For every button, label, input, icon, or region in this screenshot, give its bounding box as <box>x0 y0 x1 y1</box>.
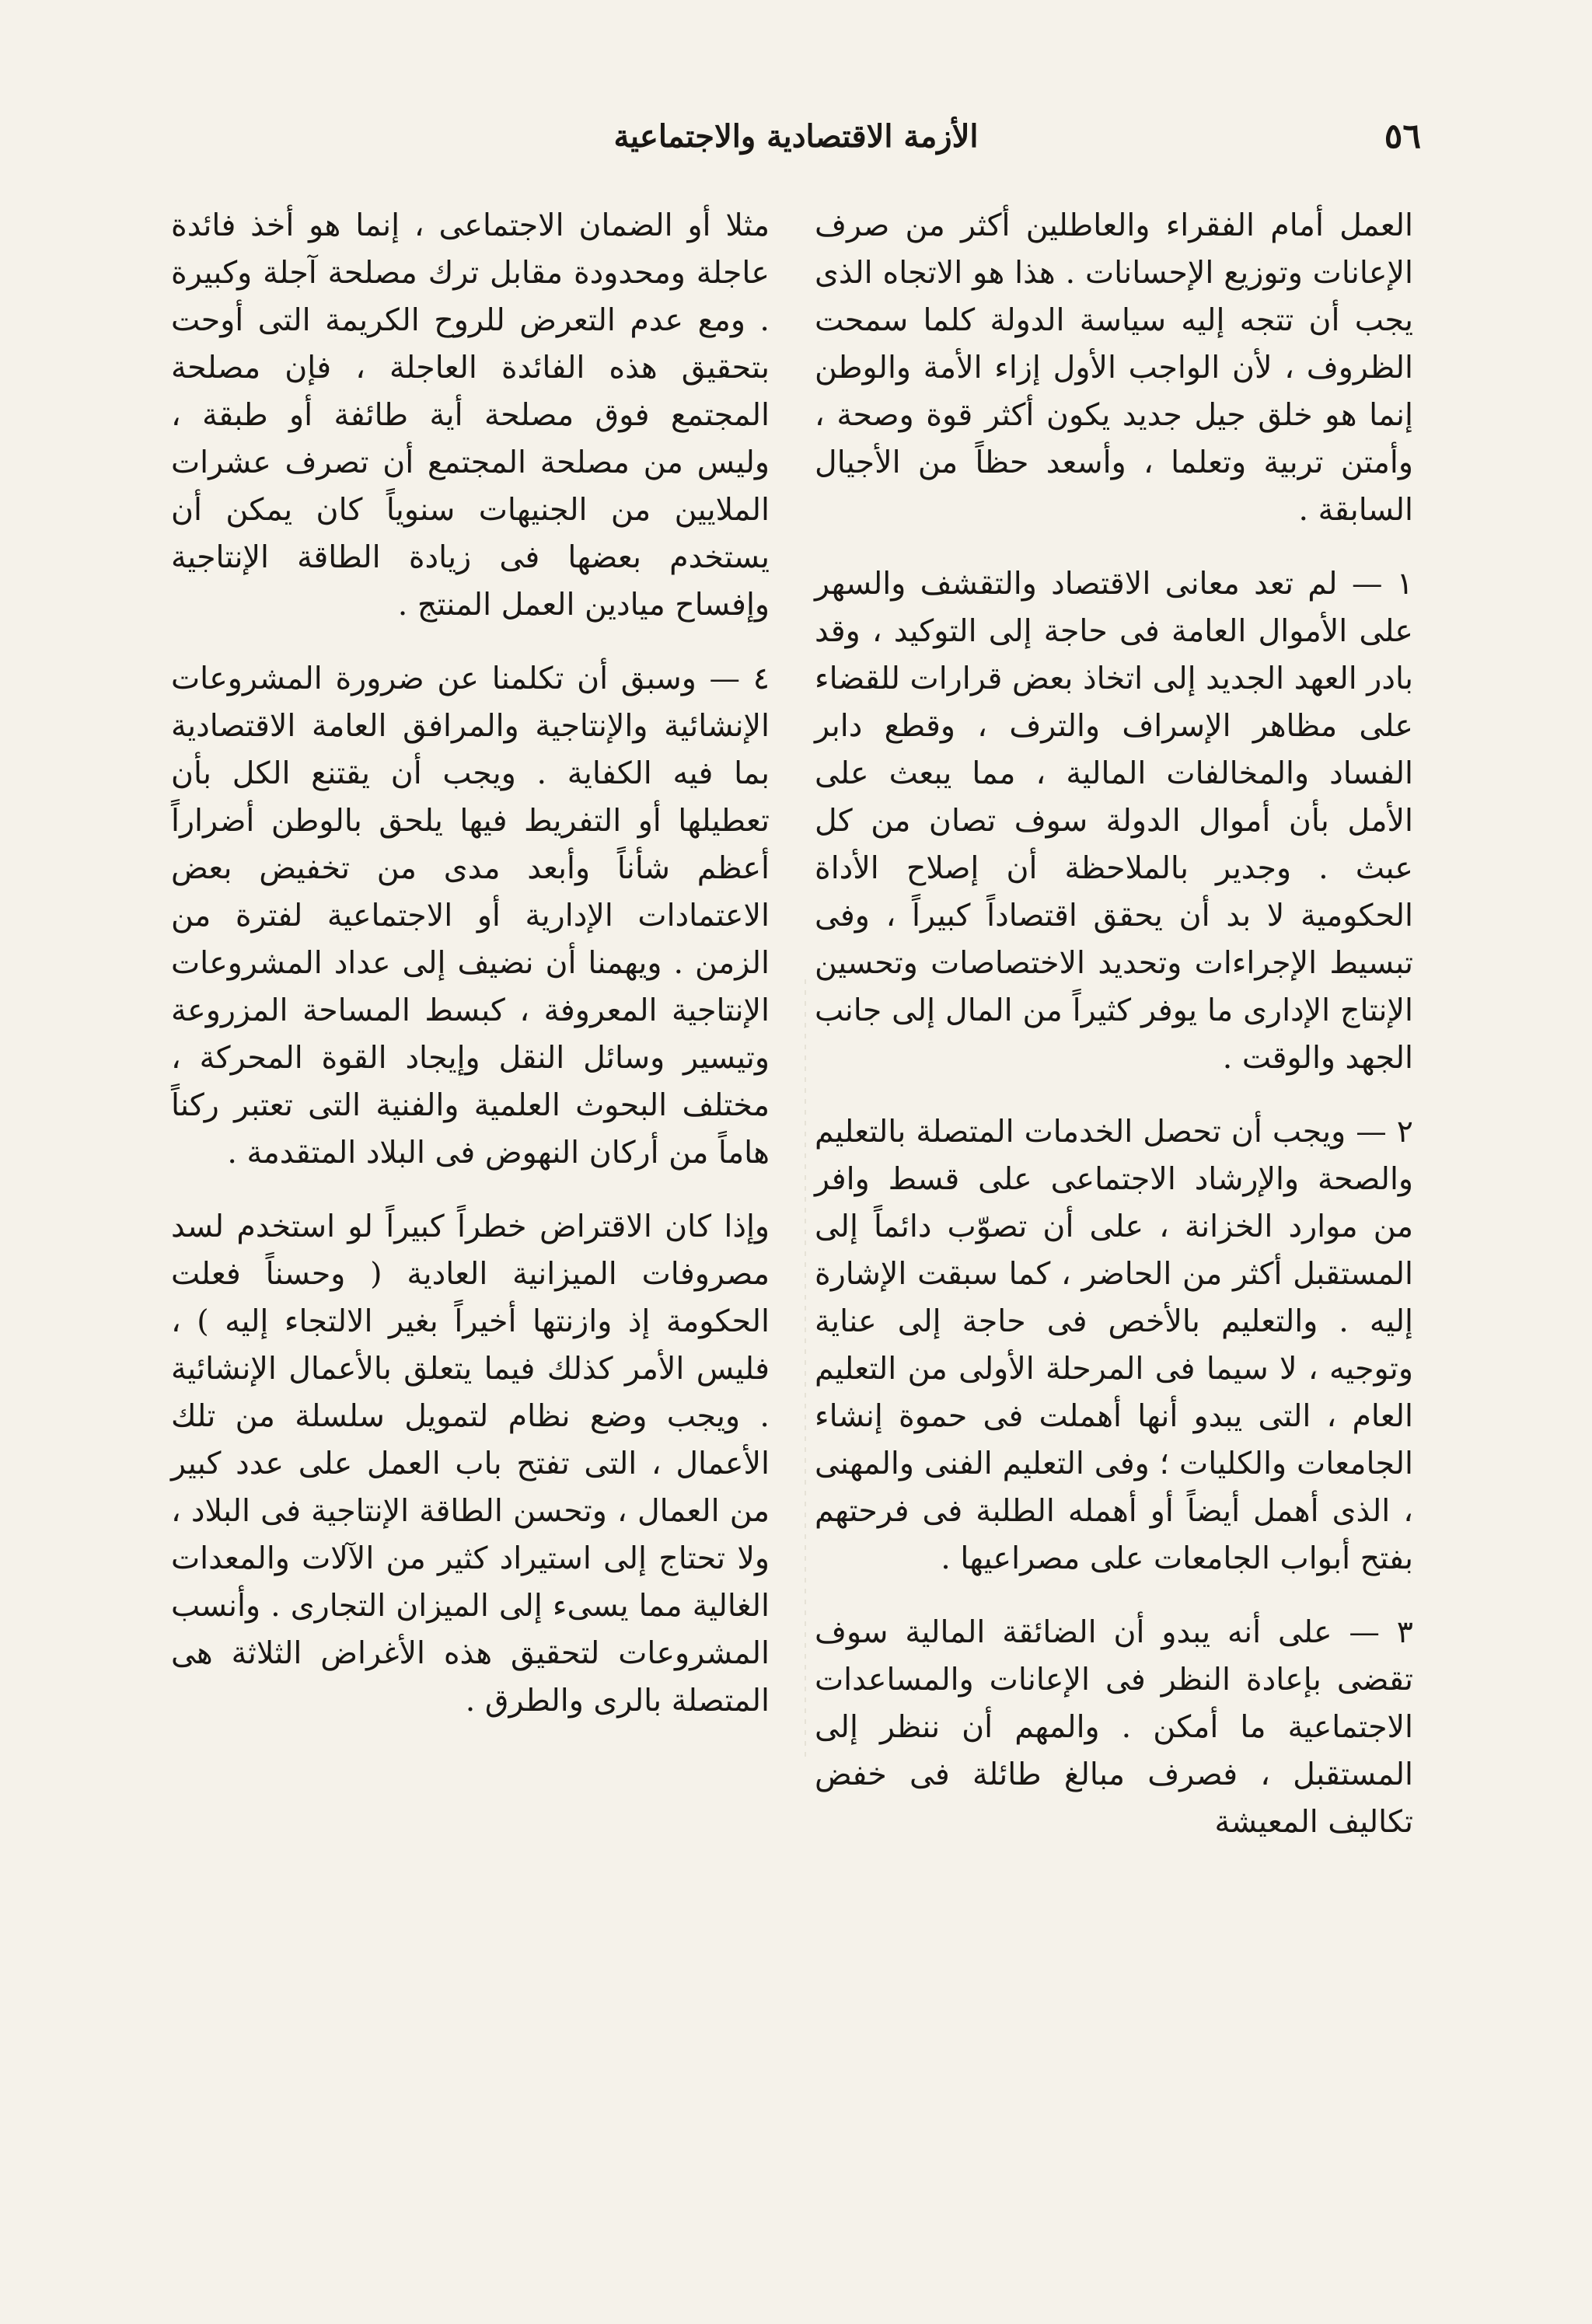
right-column <box>815 202 1413 1846</box>
page-number: ٥٦ <box>1384 117 1421 156</box>
paragraph-point-1: ١ — لم تعد معانى الاقتصاد والتقشف والسهر على الأموال العامة فى حاجة إلى التوكيد ، وقد بادر العهد الجديد إلى اتخاذ بعض قرارات للقضاء على مظاهر الإسراف والترف ، وقطع دابر الفساد والمخالفات المالية ، مما يبعث على الأمل بأن أموال الدولة سوف تصان من كل عبث . وجدير بالملاحظة أن إصلاح الأداة الحكومية لا بد أن يحقق اقتصاداً كبيراً ، وفى تبسيط الإجراءات وتحديد الاختصاصات وتحسين الإنتاج الإدارى ما يوفر كثيراً من المال إلى جانب الجهد والوقت . <box>815 566 1413 1076</box>
paragraph-point-3-continuation: مثلا أو الضمان الاجتماعى ، إنما هو أخذ فائدة عاجلة ومحدودة مقابل ترك مصلحة آجلة وكبيرة . ومع عدم التعرض للروح الكريمة التى أوحت بتحقيق هذه الفائدة العاجلة ، فإن مصلحة المجتمع فوق مصلحة أية طائفة أو طبقة ، وليس من مصلحة المجتمع أن تصرف عشرات الملايين من الجنيهات سنوياً كان يمكن أن يستخدم بعضها فى زيادة الطاقة الإنتاجية وإفساح ميادين العمل المنتج . <box>171 208 770 623</box>
paragraph-borrowing: وإذا كان الاقتراض خطراً كبيراً لو استخدم لسد مصروفات الميزانية العادية ( وحسناً فعلت الحكومة إذ وازنتها أخيراً بغير الالتجاء إليه ) ، فليس الأمر كذلك فيما يتعلق بالأعمال الإنشائية . ويجب وضع نظام لتمويل سلسلة من تلك الأعمال ، التى تفتح باب العمل على عدد كبير من العمال ، وتحسن الطاقة الإنتاجية فى البلاد ، ولا تحتاج إلى استيراد كثير من الآلات والمعدات الغالية مما يسىء إلى الميزان التجارى . وأنسب المشروعات لتحقيق هذه الأغراض الثلاثة هى المتصلة بالرى والطرق . <box>171 1209 770 1719</box>
left-column <box>171 202 770 1725</box>
running-title: الأزمة الاقتصادية والاجتماعية <box>613 118 979 155</box>
page-header <box>171 117 1421 171</box>
gutter-scan-artifact <box>805 979 806 1757</box>
paragraph-point-3: ٣ — على أنه يبدو أن الضائقة المالية سوف تقضى بإعادة النظر فى الإعانات والمساعدات الاجتماعية ما أمكن . والمهم أن ننظر إلى المستقبل ، فصرف مبالغ طائلة فى خفض تكاليف المعيشة <box>815 1614 1413 1840</box>
paragraph-point-2: ٢ — ويجب أن تحصل الخدمات المتصلة بالتعليم والصحة والإرشاد الاجتماعى على قسط وافر من موارد الخزانة ، على أن تصوّب دائماً إلى المستقبل أكثر من الحاضر ، كما سبقت الإشارة إليه . والتعليم بالأخص فى حاجة إلى عناية وتوجيه ، لا سيما فى المرحلة الأولى من التعليم العام ، التى يبدو أنها أهملت فى حموة إنشاء الجامعات والكليات ؛ وفى التعليم الفنى والمهنى ، الذى أهمل أيضاً أو أهمله الطلبة فى فرحتهم بفتح أبواب الجامعات على مصراعيها . <box>815 1114 1413 1576</box>
paragraph-point-4: ٤ — وسبق أن تكلمنا عن ضرورة المشروعات الإنشائية والإنتاجية والمرافق العامة الاقتصادية بما فيه الكفاية . ويجب أن يقتنع الكل بأن تعطيلها أو التفريط فيها يلحق بالوطن أضراراً أعظم شأناً وأبعد مدى من تخفيض بعض الاعتمادات الإدارية أو الاجتماعية لفترة من الزمن . ويهمنا أن نضيف إلى عداد المشروعات الإنتاجية المعروفة ، كبسط المساحة المزروعة وتيسير وسائل النقل وإيجاد القوة المحركة ، مختلف البحوث العلمية والفنية التى تعتبر ركناً هاماً من أركان النهوض فى البلاد المتقدمة . <box>171 661 770 1171</box>
paragraph-intro-continuation: العمل أمام الفقراء والعاطلين أكثر من صرف الإعانات وتوزيع الإحسانات . هذا هو الاتجاه الذى يجب أن تتجه إليه سياسة الدولة كلما سمحت الظروف ، لأن الواجب الأول إزاء الأمة والوطن إنما هو خلق جيل جديد يكون أكثر قوة وصحة ، وأمتن تربية وتعلما ، وأسعد حظاً من الأجيال السابقة . <box>815 208 1413 528</box>
